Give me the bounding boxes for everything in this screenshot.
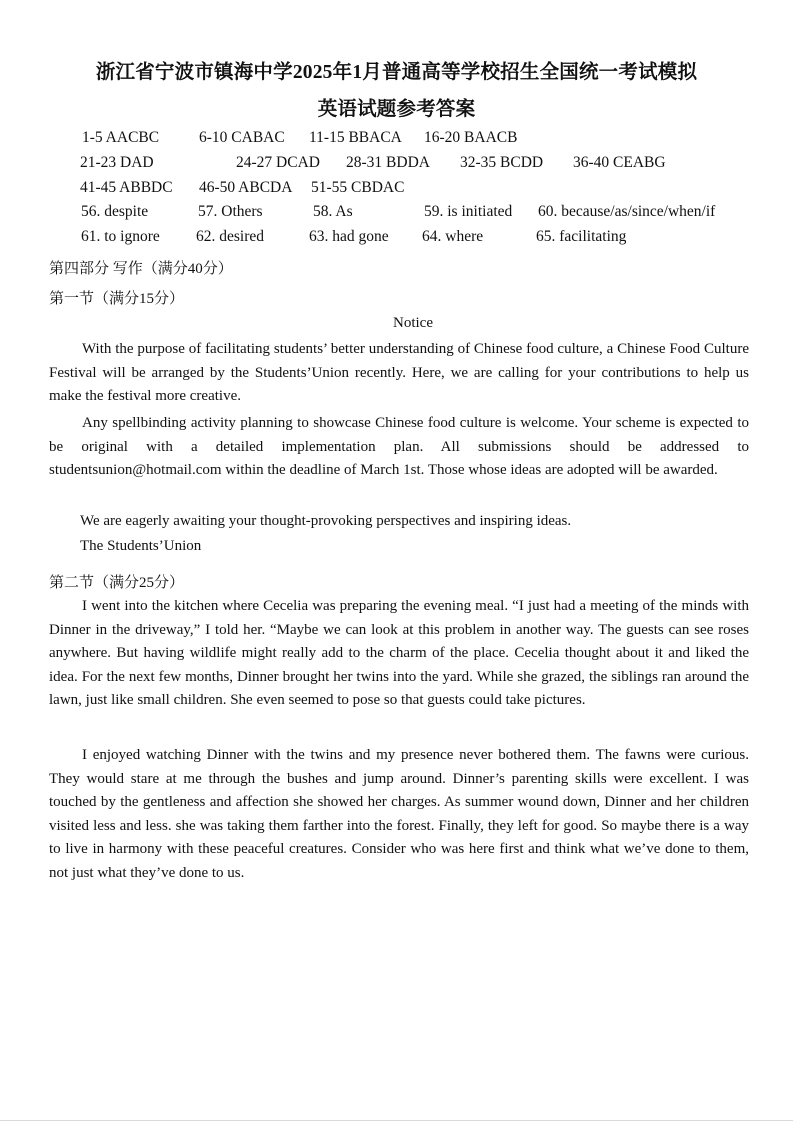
answer-item: 60. because/as/since/when/if: [538, 203, 716, 220]
page-bottom-divider: [0, 1120, 793, 1121]
answer-item: 28-31 BDDA: [346, 154, 430, 171]
notice-signature: The Students’Union: [80, 538, 202, 554]
answer-row: [0, 228, 793, 250]
answer-item: 63. had gone: [309, 228, 389, 245]
notice-paragraph-3: We are eagerly awaiting your thought-provoking perspectives and inspiring ideas.: [80, 513, 572, 529]
answer-item: 21-23 DAD: [80, 154, 154, 171]
answer-item: 11-15 BBACA: [309, 129, 402, 146]
answer-item: 6-10 CABAC: [199, 129, 285, 146]
answer-row: [0, 179, 793, 201]
story-paragraph-1: I went into the kitchen where Cecelia was preparing the evening meal. “I just had a meeting of the minds with Dinner in the driveway,” I told her. “Maybe we can look at this problem in another way. The guests can see roses anywhere. But having wildlife might really add to the charm of the place. Cecelia thought about it and liked the idea. For the next few months, Dinner brought her twins into the yard. While she grazed, the siblings ran around the lawn, just like small children. She even seemed to pose so that guests could take pictures.: [49, 598, 749, 708]
answer-item: 32-35 BCDD: [460, 154, 544, 171]
answer-item: 56. despite: [81, 203, 149, 220]
answer-row: [0, 154, 793, 176]
answer-item: 41-45 ABBDC: [80, 179, 173, 196]
answer-item: 1-5 AACBC: [82, 129, 160, 146]
answer-item: 46-50 ABCDA: [199, 179, 293, 196]
answer-item: 36-40 CEABG: [573, 154, 666, 171]
answer-item: 51-55 CBDAC: [311, 179, 405, 196]
answer-item: 24-27 DCAD: [236, 154, 320, 171]
notice-paragraph-2: Any spellbinding activity planning to showcase Chinese food culture is welcome. Your scheme is expected to be original with a detailed implementation plan. All submissions should be addressed to studentsunion@hotmail.com within the deadline of March 1st. Those whose ideas are adopted will be awarded.: [49, 415, 749, 478]
answer-item: 61. to ignore: [81, 228, 160, 245]
part4-heading: 第四部分 写作（满分40分）: [49, 261, 233, 277]
section2-heading: 第二节（满分25分）: [49, 575, 185, 591]
section1-heading: 第一节（满分15分）: [49, 291, 185, 307]
answer-row: [0, 203, 793, 225]
answer-row: [0, 129, 793, 151]
answer-item: 64. where: [422, 228, 484, 245]
answer-item: 62. desired: [196, 228, 265, 245]
answer-item: 59. is initiated: [424, 203, 513, 220]
answer-item: 58. As: [313, 203, 353, 220]
answer-item: 16-20 BAACB: [424, 129, 518, 146]
page-title: 浙江省宁波市镇海中学2025年1月普通高等学校招生全国统一考试模拟: [95, 62, 698, 83]
notice-title: Notice: [393, 315, 433, 331]
story-paragraph-2: I enjoyed watching Dinner with the twins and my presence never bothered them. The fawns were curious. They would stare at me through the bushes and jump around. Dinner’s parenting skills were excellent. I was touched by the gentleness and affection she showed her charges. As summer wound down, Dinner and her children visited less and less. she was taking them farther into the forest. Finally, they left for good. So maybe there is a way to live in harmony with these peaceful creatures. Consider who was here first and think what we’ve done to them, not just what they’ve done to us.: [49, 747, 749, 881]
page-subtitle: 英语试题参考答案: [317, 99, 476, 120]
notice-paragraph-1: With the purpose of facilitating students’ better understanding of Chinese food culture, a Chinese Food Culture Festival will be arranged by the Students’Union recently. Here, we are calling for your contributions to help us make the festival more creative.: [49, 341, 749, 404]
answer-item: 65. facilitating: [536, 228, 627, 245]
answer-item: 57. Others: [198, 203, 263, 220]
